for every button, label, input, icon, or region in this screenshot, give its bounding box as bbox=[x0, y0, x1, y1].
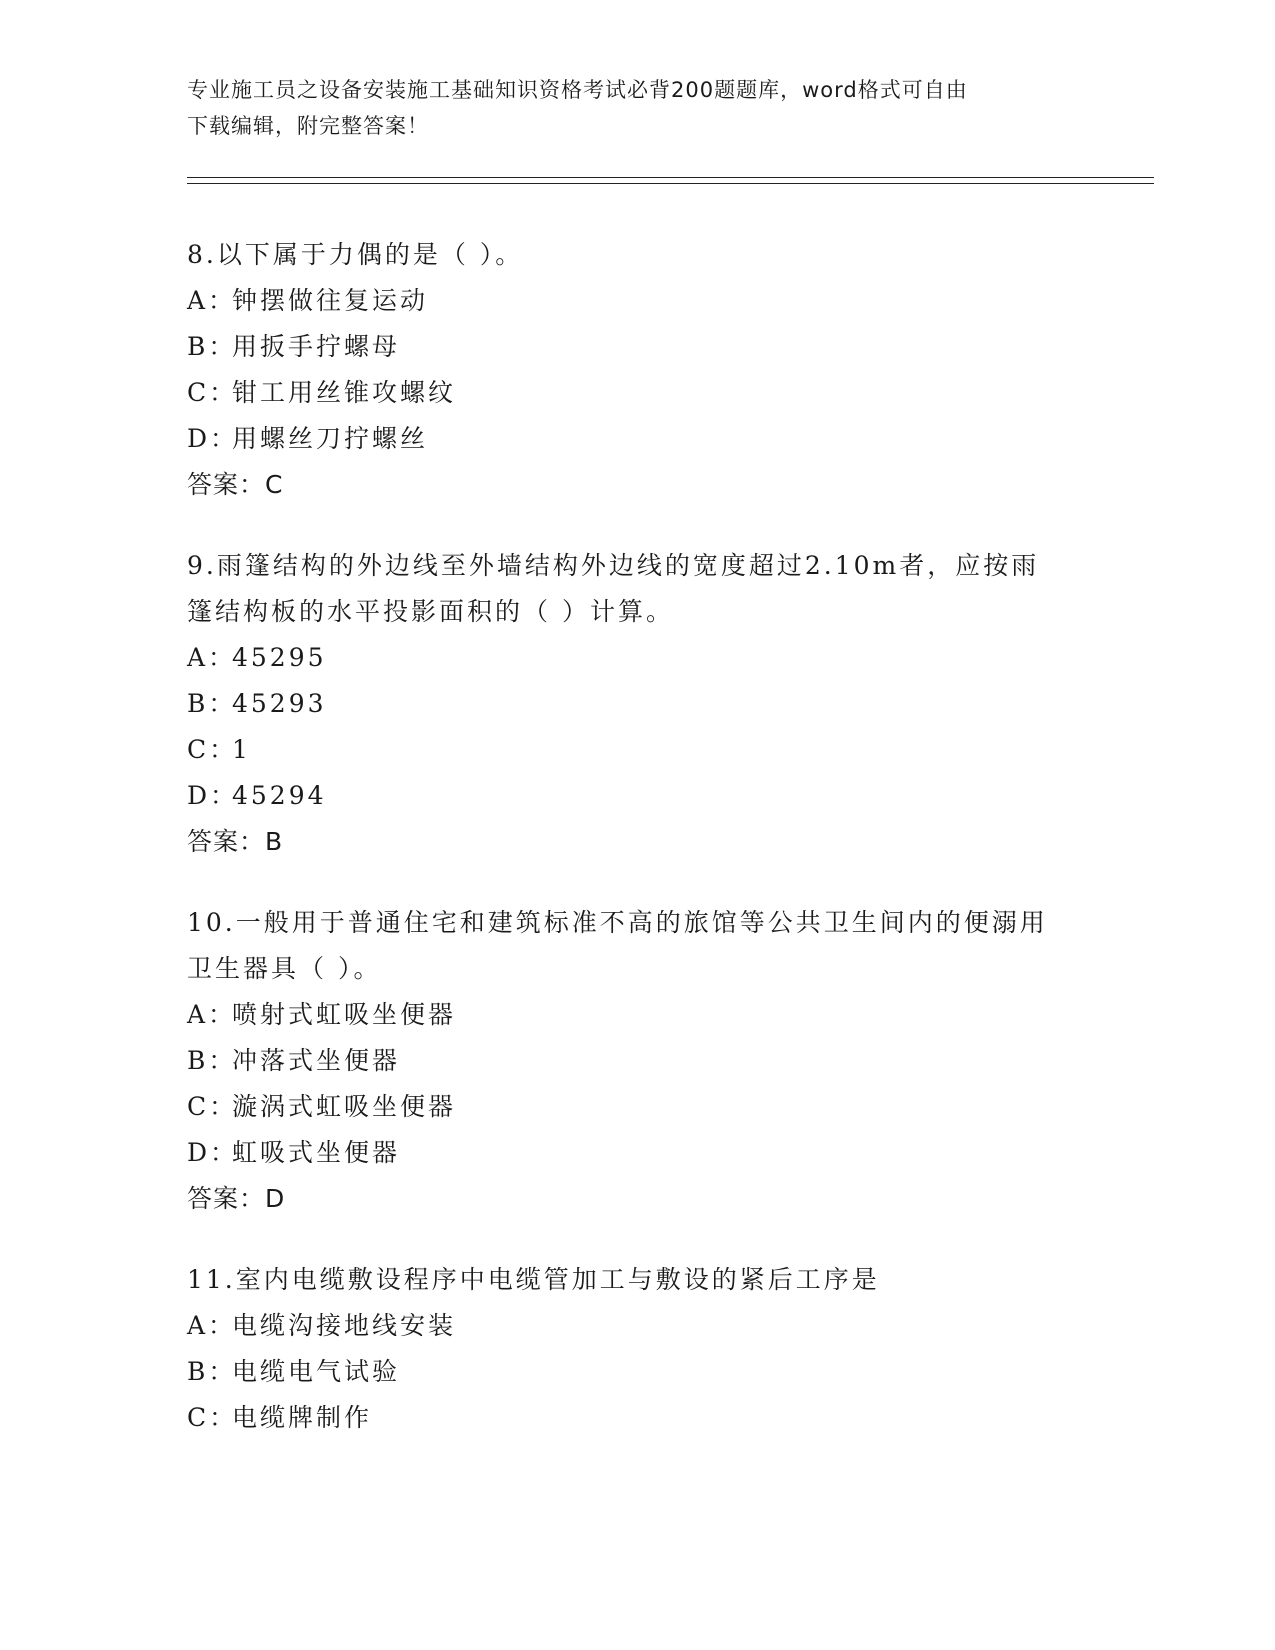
option-key: B： bbox=[187, 1357, 237, 1386]
question-11 bbox=[187, 1257, 1087, 1441]
option-key: A： bbox=[187, 1000, 237, 1029]
question-list bbox=[187, 232, 1087, 1476]
option-text: 用螺丝刀拧螺丝 bbox=[232, 424, 429, 453]
option-text: 电缆牌制作 bbox=[232, 1403, 373, 1432]
option-d[interactable] bbox=[187, 416, 1087, 462]
option-text: 喷射式虹吸坐便器 bbox=[232, 1000, 457, 1029]
option-text: 电缆电气试验 bbox=[232, 1357, 401, 1386]
option-key: C： bbox=[187, 735, 238, 764]
option-text: 电缆沟接地线安装 bbox=[232, 1311, 457, 1340]
option-key: B： bbox=[187, 1046, 237, 1075]
question-8 bbox=[187, 232, 1087, 508]
option-a[interactable] bbox=[187, 635, 1087, 681]
option-key: C： bbox=[187, 1403, 238, 1432]
question-stem-line-2: 卫生器具（ ）。 bbox=[187, 954, 382, 983]
option-text: 钟摆做往复运动 bbox=[232, 286, 429, 315]
question-stem-line-1: 10.一般用于普通住宅和建筑标准不高的旅馆等公共卫生间内的便溺用 bbox=[187, 908, 1048, 937]
option-c[interactable] bbox=[187, 727, 1087, 773]
option-key: D： bbox=[187, 781, 239, 810]
option-key: D： bbox=[187, 1138, 239, 1167]
option-c[interactable] bbox=[187, 1084, 1087, 1130]
header-line-1: 专业施工员之设备安装施工基础知识资格考试必背200题题库，word格式可自由 bbox=[187, 78, 968, 102]
option-key: A： bbox=[187, 286, 237, 315]
option-c[interactable] bbox=[187, 1395, 1087, 1441]
option-d[interactable] bbox=[187, 773, 1087, 819]
question-10 bbox=[187, 900, 1087, 1222]
question-stem: 8.以下属于力偶的是（ ）。 bbox=[187, 240, 524, 269]
option-key: A： bbox=[187, 643, 237, 672]
option-text: 冲落式坐便器 bbox=[232, 1046, 401, 1075]
option-b[interactable] bbox=[187, 1349, 1087, 1395]
option-text: 钳工用丝锥攻螺纹 bbox=[232, 378, 457, 407]
option-key: C： bbox=[187, 1092, 238, 1121]
question-9 bbox=[187, 543, 1087, 865]
option-key: A： bbox=[187, 1311, 237, 1340]
question-stem-line-2: 篷结构板的水平投影面积的（ ）计算。 bbox=[187, 597, 674, 626]
option-b[interactable] bbox=[187, 324, 1087, 370]
option-text: 漩涡式虹吸坐便器 bbox=[232, 1092, 457, 1121]
question-stem-line-1: 9.雨篷结构的外边线至外墙结构外边线的宽度超过2.10m者，应按雨 bbox=[187, 551, 1040, 580]
option-a[interactable] bbox=[187, 1303, 1087, 1349]
option-d[interactable] bbox=[187, 1130, 1087, 1176]
option-text: 用扳手拧螺母 bbox=[232, 332, 401, 361]
answer-line: 答案：D bbox=[187, 1184, 286, 1213]
option-key: B： bbox=[187, 689, 237, 718]
option-a[interactable] bbox=[187, 992, 1087, 1038]
answer-line: 答案：B bbox=[187, 827, 284, 856]
option-text: 45295 bbox=[232, 643, 327, 672]
header-line-2: 下载编辑，附完整答案！ bbox=[187, 114, 429, 138]
header-divider-bottom bbox=[187, 183, 1154, 184]
option-text: 45294 bbox=[232, 781, 327, 810]
option-b[interactable] bbox=[187, 681, 1087, 727]
answer-line: 答案：C bbox=[187, 470, 284, 499]
option-key: D： bbox=[187, 424, 239, 453]
option-text: 虹吸式坐便器 bbox=[232, 1138, 401, 1167]
option-b[interactable] bbox=[187, 1038, 1087, 1084]
document-header bbox=[187, 72, 1087, 144]
option-c[interactable] bbox=[187, 370, 1087, 416]
header-divider-top bbox=[187, 177, 1154, 178]
option-a[interactable] bbox=[187, 278, 1087, 324]
option-text: 1 bbox=[232, 735, 251, 764]
question-stem: 11.室内电缆敷设程序中电缆管加工与敷设的紧后工序是 bbox=[187, 1265, 880, 1294]
option-key: B： bbox=[187, 332, 237, 361]
option-key: C： bbox=[187, 378, 238, 407]
option-text: 45293 bbox=[232, 689, 327, 718]
